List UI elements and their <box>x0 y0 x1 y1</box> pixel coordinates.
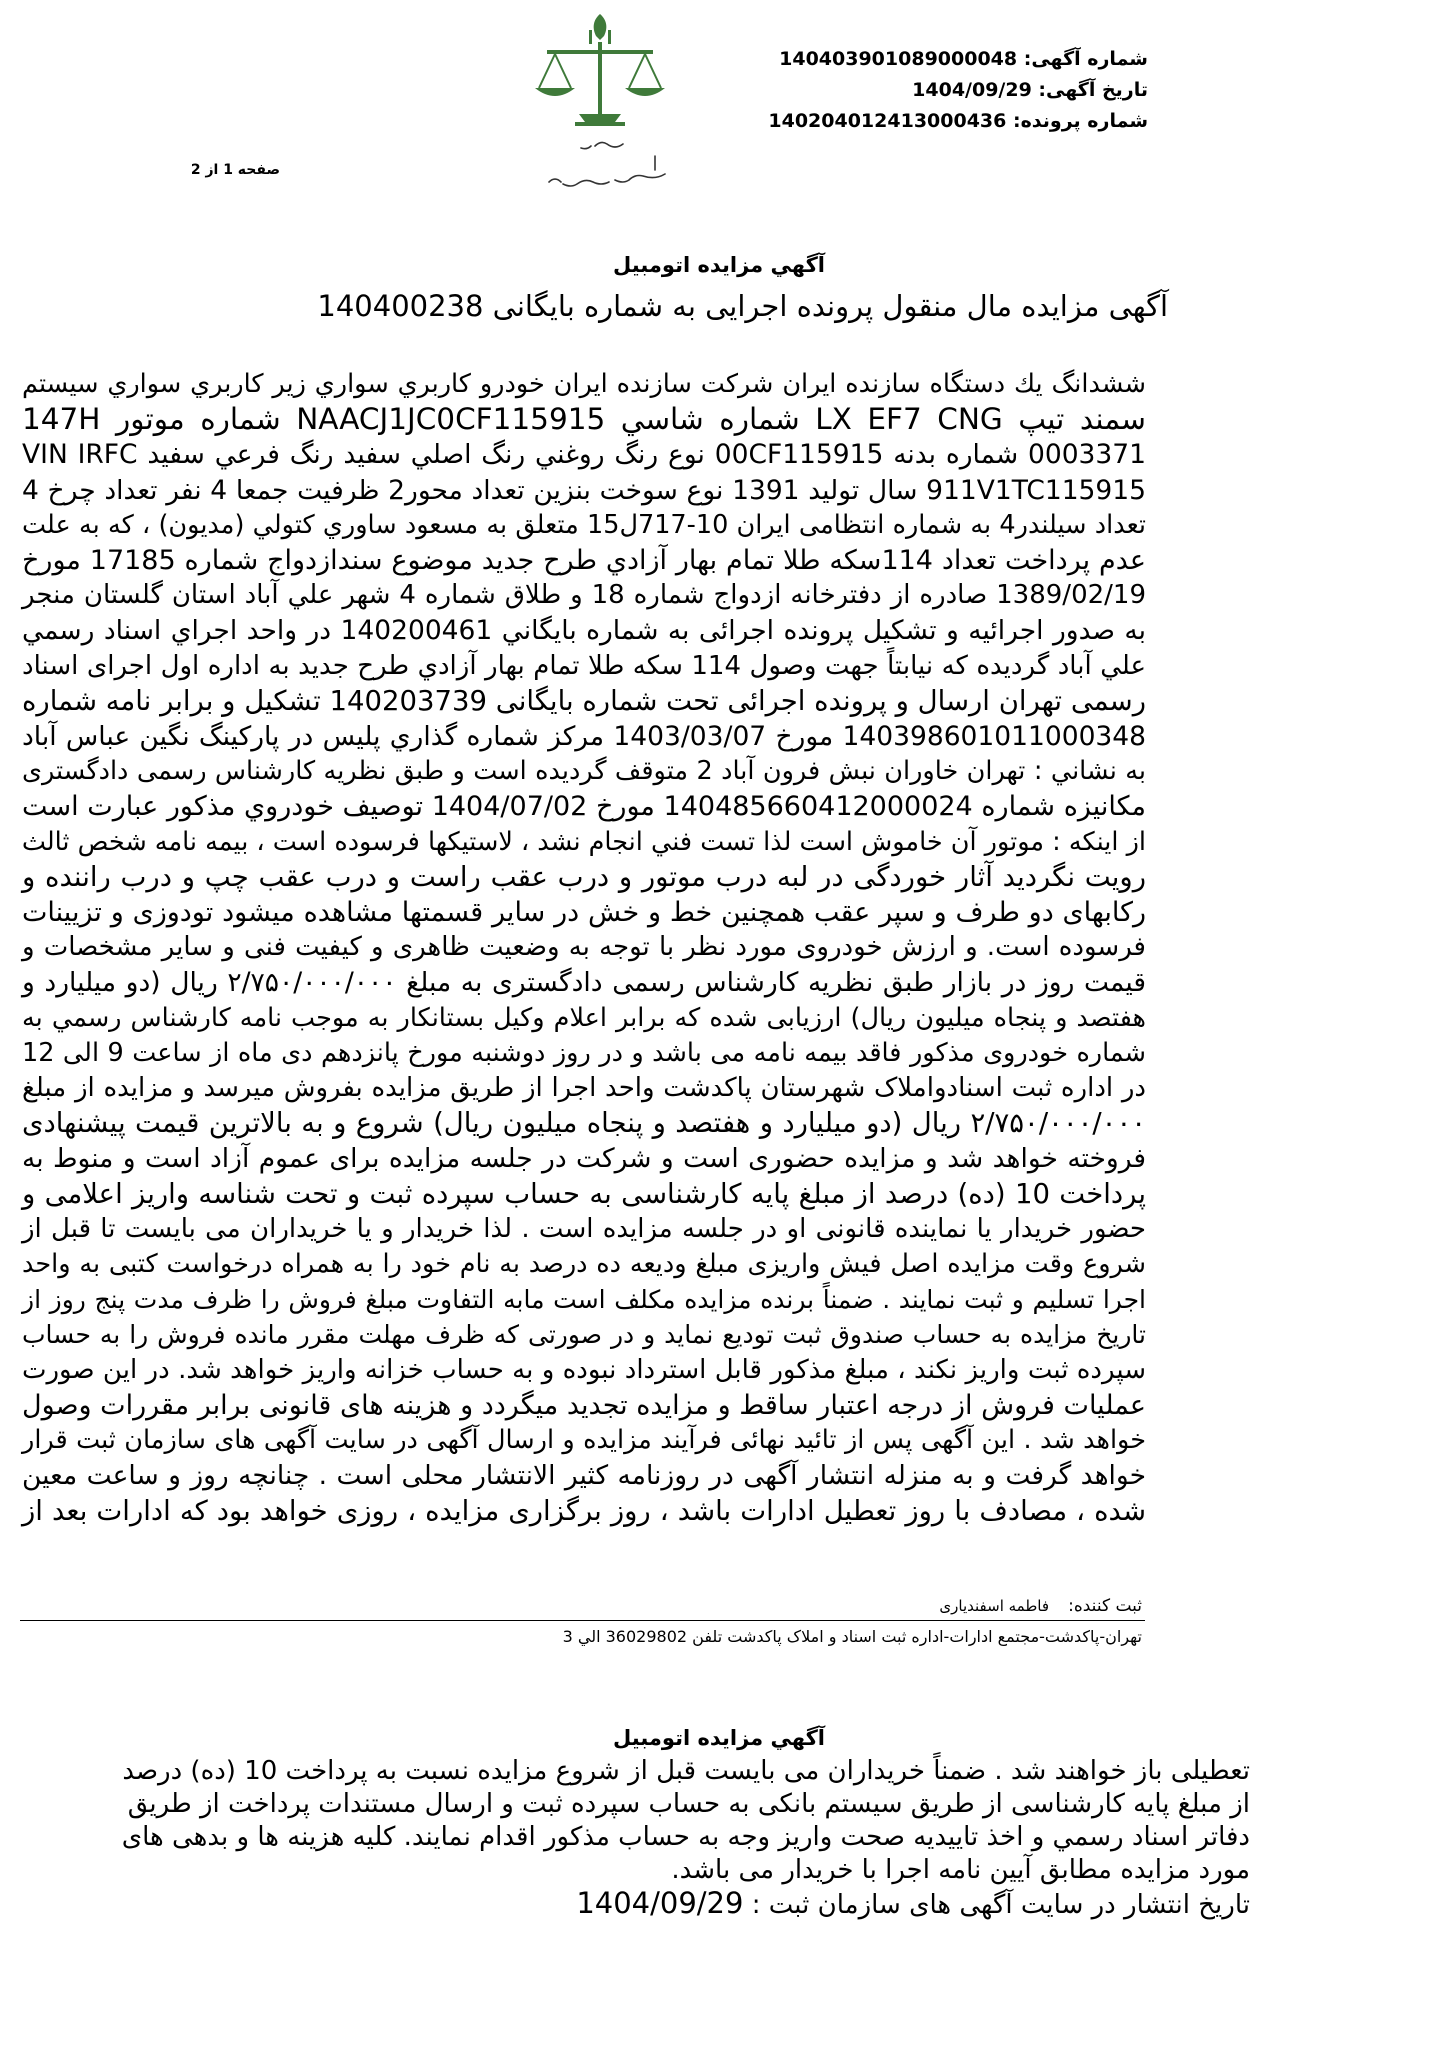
body-line: قيمت روز در بازار طبق نظريه كارشناس رسمی دادگستری به مبلغ ۲/۷۵۰/۰۰۰/۰۰۰ ريال (دو ميليارد و <box>22 967 1146 999</box>
body-line: علي آباد گرديده كه نيابتاً جهت وصول 114 سكه طلا تمام بهار آزادي طرح جديد به اداره اول اجرای اسناد <box>22 650 1146 681</box>
body-line: خواهد شد . اين آگهی پس از تائيد نهائی فرآيند مزايده و ارسال آگهی در سايت آگهی های سازمان ثبت قرار <box>22 1425 1146 1456</box>
notice-subtitle: آگهی مزایده مال منقول پرونده اجرایی به شماره بایگانی 140400238 <box>317 289 1168 323</box>
body-line: به صدور اجرائيه و تشكيل پرونده اجرائی به شماره بايگاني 140200461 در واحد اجراي اسناد رسمي <box>22 615 1146 647</box>
body-line: سمند تيپ LX EF7 CNG شماره شاسي NAACJ1JC0CF115915 شماره موتور 147H <box>22 402 1146 437</box>
body-line: خواهد گرفت و به منزله انتشار آگهی در روزنامه كثير الانتشار محلی است . چنانچه روز و ساعت معين <box>22 1460 1146 1492</box>
judiciary-emblem-icon <box>505 6 695 216</box>
body-line: ركابهای دو طرف و سپر عقب همچنين خط و خش در ساير قسمتها مشاهده ميشود تودوزی و تزيينات <box>22 897 1146 929</box>
notice-meta <box>668 44 1148 137</box>
publish-date-row <box>100 1887 1250 1922</box>
body-line: رويت نگرديد آثار خوردگی در لبه درب موتور و درب عقب راست و درب عقب چپ و درب راننده و <box>22 860 1146 893</box>
body-line: هفتصد و پنجاه ميليون ريال) ارزيابی شده كه برابر اعلام وكيل بستانكار به موجب نامه كارشناس رسمي به <box>22 1002 1146 1033</box>
body-line: تعطيلی باز خواهند شد . ضمناً خريداران می بايست قبل از شروع مزايده نسبت به پرداخت 10 (ده) درصد <box>122 1756 1250 1786</box>
body-line: در اداره ثبت اسنادواملاک شهرستان پاكدشت واحد اجرا از طريق مزايده بفروش ميرسد و مزايده از مبلغ <box>22 1073 1146 1104</box>
body-line: سپرده ثبت واريز نكند ، مبلغ مذكور قابل استرداد نبوده و به حساب خزانه واريز خواهد شد. در اين صورت <box>22 1354 1146 1385</box>
body-line: 14039860101100034‍8 مورخ 1403/03/07 مركز شماره گذاري پليس در پاركينگ نگين عباس آباد <box>22 721 1147 753</box>
body-line: پرداخت 10 (ده) درصد از مبلغ پايه كارشناسی به حساب سپرده ثبت و تحت شناسه واريز اعلامی و <box>22 1177 1146 1210</box>
ad-date-row <box>668 75 1148 106</box>
body-line: رسمی تهران ارسال و پرونده اجرائی تحت شماره بايگانی 140203739 تشكيل و برابر نامه شماره <box>22 684 1146 717</box>
body-line: حضور خريدار يا نماينده قانونی او در جلسه مزايده است . لذا خريدار و يا خريداران می بايست تا قبل از <box>22 1213 1146 1244</box>
body-line: تعداد سيلندر4 به شماره انتظامی ايران 10-717ل15 متعلق به مسعود ساوري كتولي (مديون) ، كه به علت <box>22 509 1146 540</box>
ad-date-label: تاریخ آگهی: <box>1038 79 1148 101</box>
body-line: 1389/02/19 صادره از دفترخانه ازدواج شماره 18 و طلاق شماره 4 شهر علي آباد استان گلستان منجر <box>22 580 1146 611</box>
registrar-label: ثبت كننده: <box>1068 1596 1142 1616</box>
notice-title: آگهي مزايده اتومبيل <box>613 253 825 277</box>
body-line: اجرا تسليم و ثبت نمايند . ضمناً برنده مزايده مكلف است مابه التفاوت مبلغ فروش را ظرف مدت پنج روز از <box>22 1285 1146 1315</box>
body-line: دفاتر اسناد رسمي و اخذ تاييديه صحت واريز وجه به حساب مذكور اقدام نمايند. كليه هزينه ها و بدهی های <box>121 1822 1250 1852</box>
body-line: تاريخ مزايده به حساب صندوق ثبت توديع نمايد و در صورتی كه ظرف مهلت مقرر مانده فروش را به حساب <box>22 1320 1146 1350</box>
office-address: تهران-پاكدشت-مجتمع ادارات-اداره ثبت اسناد و املاک پاكدشت تلفن 36029802 الي 3 <box>562 1627 1142 1646</box>
ad-number-label: شماره آگهی: <box>1023 48 1148 70</box>
registrar-row <box>442 1596 1142 1616</box>
body-line: از مبلغ پايه كارشناسی از طريق سيستم بانكی به حساب سپرده ثبت و ارسال مستندات پرداخت از طريق <box>127 1789 1250 1819</box>
body-line: ۲/۷۵۰/۰۰۰/۰۰۰ ريال (دو ميليارد و هفتصد و پنجاه ميليون ريال) شروع و به بالاترين قيمت پيشنهادی <box>22 1107 1146 1140</box>
publish-date-label: تاريخ انتشار در سايت آگهی های سازمان ثبت : <box>751 1890 1250 1920</box>
body-line: شده ، مصادف با روز تعطيل ادارات باشد ، روز برگزاری مزايده ، روزی خواهد بود كه ادارات بعد از <box>22 1494 1146 1527</box>
body-line: از اينكه : موتور آن خاموش است لذا تست فني انجام نشد ، لاستيكها فرسوده است ، بيمه نامه شخص ثالث <box>21 826 1146 857</box>
body-line: شروع وقت مزايده اصل فيش واريزی مبلغ وديعه ده درصد به نام خود را به همراه درخواست كتبی به واحد <box>22 1249 1146 1280</box>
body-line: 911V1TC115915 سال توليد 1391 نوع سوخت بنزين تعداد محور2 ظرفيت جمعا 4 نفر تعداد چرخ 4 <box>22 474 1146 506</box>
ad-number-row <box>668 44 1148 75</box>
body-line: به نشاني : تهران خاوران نبش فرون آباد 2 متوقف گرديده است و طبق نظريه كارشناس رسمی دادگستری <box>22 756 1146 787</box>
ad-number: 14040390108900004‍8 <box>779 48 1018 70</box>
body-line: فرسوده است. و ارزش خودروی مورد نظر با توجه به وضعيت ظاهری و كيفيت فنی و ساير مشخصات و <box>22 932 1146 963</box>
registrar-name: فاطمه اسفنديارى <box>939 1597 1050 1615</box>
footer-divider <box>20 1620 1145 1621</box>
body-line: فروخته خواهد شد و مزايده حضوری است و شركت در جلسه مزايده برای عموم آزاد است و منوط به <box>22 1143 1146 1175</box>
ad-date: 1404/09/29 <box>912 79 1032 101</box>
case-number: 14020401241300043‍6 <box>768 110 1007 132</box>
publish-date: 1404/09/29 <box>576 1886 744 1920</box>
case-number-row <box>668 106 1148 137</box>
notice-body <box>22 367 1146 1529</box>
body-line: 0003371 شماره بدنه 00CF115915 نوع رنگ روغني رنگ اصلي سفيد رنگ فرعي سفيد VIN IRFC <box>22 439 1146 471</box>
body-line: مكانيزه شماره 14048566041200002‍4 مورخ 1404/07/02 توصيف خودروي مذكور عبارت است <box>22 791 1147 823</box>
body-line: عدم پرداخت تعداد 114سكه طلا تمام بهار آزادي طرح جديد موضوع سندازدواج شماره 17185 مورخ <box>22 545 1146 577</box>
notice-body-continued <box>100 1755 1250 1922</box>
notice-title-continued: آگهي مزايده اتومبيل <box>613 1726 825 1750</box>
body-line: شماره خودروی مذكور فاقد بيمه نامه می باشد و در روز دوشنبه مورخ پانزدهم دی ماه از ساعت 9 الی 12 <box>22 1037 1146 1068</box>
case-number-label: شماره پرونده: <box>1012 110 1148 132</box>
body-line: مورد مزايده مطابق آيين نامه اجرا با خريدار می باشد. <box>671 1855 1250 1885</box>
page-number: صفحه 1 از 2 <box>190 162 280 178</box>
body-line: عمليات فروش از درجه اعتبار ساقط و مزايده تجديد ميگردد و هزينه های قانونی برابر مقررات وصول <box>22 1389 1146 1421</box>
body-line: ششدانگ يك دستگاه سازنده ايران شركت سازنده ايران خودرو كاربري سواري زير كاربري سواري سيستم <box>22 369 1146 399</box>
